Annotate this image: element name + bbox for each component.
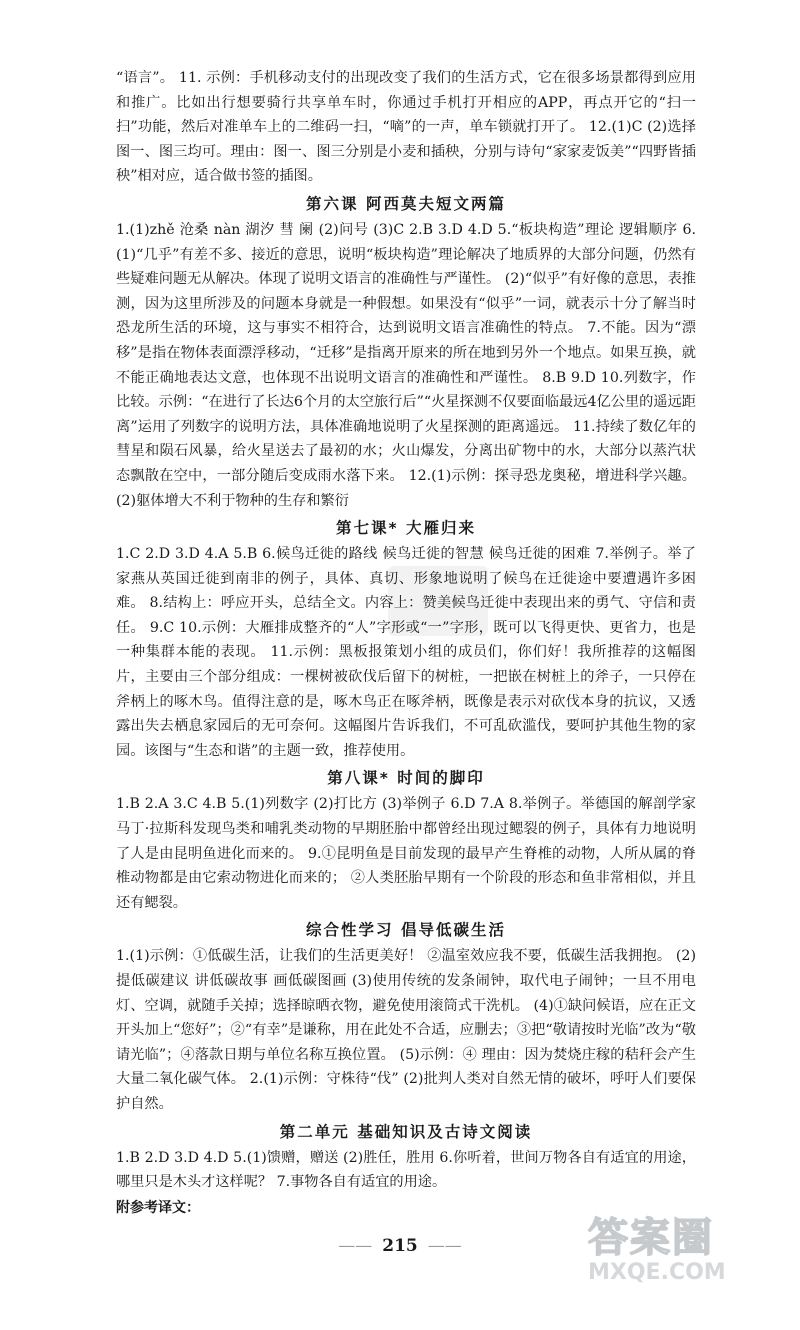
section-title: 第六课 阿西莫夫短文两篇 — [306, 194, 506, 213]
page-number: 215 — [382, 1236, 418, 1256]
watermark-url: MXQE.COM — [588, 1260, 726, 1285]
section-answers: 1.B 2.A 3.C 4.B 5.(1)列数字 (2)打比方 (3)举例子 6.D 7.A 8.举例子。举德国的解剖学家马丁·拉斯科发现鸟类和哺乳类动物的早期胚胎中都曾经出现过鳃裂的例子，具体有力地说明了人是由昆明鱼进化而来的。 9.①昆明鱼是目前发现的最早产生脊椎的动物，人所从属的脊椎动物都是由它索动物进化而来的； ②人类胚胎早期有一个阶段的形态和鱼非常相似，并且还有鳃裂。 — [116, 796, 696, 911]
section-title: 第二单元 基础知识及古诗文阅读 — [279, 1122, 533, 1141]
watermark-logo — [582, 1204, 772, 1294]
section-answers: 1.B 2.D 3.D 4.D 5.(1)馈赠，赠送 (2)胜任，胜用 6.你听着，世间万物各自有适宜的用途，哪里只是木头才这样呢？ 7.事物各自有适宜的用途。 — [116, 1149, 696, 1191]
reference-translation-label: 附参考译文： — [116, 1199, 200, 1216]
section-answers: 1.C 2.D 3.D 4.A 5.B 6.候鸟迁徙的路线 候鸟迁徙的智慧 候鸟迁徙的困难 7.举例子。举了家燕从英国迁徙到南非的例子，具体、真切、形象地说明了候鸟在迁徙途中要遭遇许多困难。 8.结构上：呼应开头，总结全文。内容上：赞美候鸟迁徙中表现出来的勇气、守信和责任。 9.C 10.示例：大雁排成整齐的“人”字形或“一”字形，既可以飞得更快、更省力，也是一种集群本能的表现。 11.示例：黑板报策划小组的成员们，你们好！我所推荐的这幅图片，主要由三个部分组成：一棵树被砍伐后留下的树桩，一把嵌在树桩上的斧子，一只停在斧柄上的啄木鸟。值得注意的是，啄木鸟正在啄斧柄，既像是表示对砍伐本身的抗议，又透露出失去栖息家园后的无可奈何。这幅图片告诉我们，不可乱砍滥伐，要呵护其他生物的家园。该图与“生态和谐”的主题一致，推荐使用。 — [116, 546, 696, 759]
section-comprehensive-study — [116, 917, 696, 1116]
footer-dash-right: —— — [427, 1236, 462, 1256]
section-unit-2 — [116, 1119, 696, 1195]
intro-paragraph: “语言”。 11. 示例：手机移动支付的出现改变了我们的生活方式，它在很多场景都得到应用和推广。比如出行想要骑行共享单车时，你通过手机打开相应的APP，再点开它的“扫一扫”功能，然后对准单车上的二维码一扫，“嘀”的一声，单车锁就打开了。 12.(1)C (2)选择图一、图三均可。理由：图一、图三分别是小麦和插秧，分别与诗句“家家麦饭美”“四野皆插秧”相对应，适合做书签的插图。 — [116, 70, 697, 185]
section-lesson-8 — [116, 765, 696, 915]
section-answers: 1.(1)zhě 沧桑 nàn 湖汐 彗 阑 (2)问号 (3)C 2.B 3.D 4.D 5.“板块构造”理论 逻辑顺序 6.(1)“几乎”有差不多、接近的意思，说明“板块构造”理论解决了地质界的大部分问题，仍然有些疑难问题无从解决。体现了说明文语言的准确性与严谨性。 (2)“似乎”有好像的意思，表推测，因为这里所涉及的问题本身就是一种假想。如果没有“似乎”一词，就表示十分了解当时恐龙所生活的环境，这与事实不相符合，达到说明文语言准确性的特点。 7.不能。因为“漂移”是指在物体表面漂浮移动，“迁移”是指离开原来的所在地到另外一个地点。如果互换，就不能正确地表达文意，也体现不出说明文语言的准确性和严谨性。 8.B 9.D 10.列数字，作比较。示例：“在进行了长达6个月的太空旅行后”“火星探测不仅要面临最远4亿公里的遥远距离”运用了列数字的说明方法，具体准确地说明了火星探测的距离遥远。 11.持续了数亿年的彗星和陨石风暴，给火星送去了最初的水；火山爆发，分离出矿物中的水，大部分以蒸汽状态飘散在空中，一部分随后变成雨水落下来。 12.(1)示例：探寻恐龙奥秘，增进科学兴趣。 (2)躯体增大不利于物种的生存和繁衍 — [116, 221, 696, 509]
section-title: 第七课* 大雁归来 — [335, 519, 476, 538]
section-lesson-6 — [116, 191, 696, 513]
section-answers: 1.(1)示例：①低碳生活，让我们的生活更美好！ ②温室效应我不要，低碳生活我拥抱。 (2)提低碳建议 讲低碳故事 画低碳图画 (3)使用传统的发条闹钟，取代电子闹钟；一旦不用电灯、空调，就随手关掉；选择晾晒衣物，避免使用滚筒式干洗机。 (4)①缺问候语，应在正文开头加上“您好”；②“有幸”是谦称，用在此处不合适，应删去；③把“敬请按时光临”改为“敬请光临”；④落款日期与单位名称互换位置。 (5)示例：④ 理由：因为焚烧庄稼的秸秆会产生大量二氧化碳气体。 2.(1)示例：守株待“伐” (2)批判人类对自然无情的破坏，呼吁人们要保护自然。 — [116, 948, 696, 1112]
section-title: 综合性学习 倡导低碳生活 — [306, 921, 506, 940]
answer-page-content — [116, 66, 696, 1221]
section-lesson-7 — [116, 515, 696, 763]
section-title: 第八课* 时间的脚印 — [327, 769, 485, 788]
watermark-brand: 答案圈 — [588, 1215, 714, 1261]
footer-dash-left: —— — [338, 1236, 373, 1256]
